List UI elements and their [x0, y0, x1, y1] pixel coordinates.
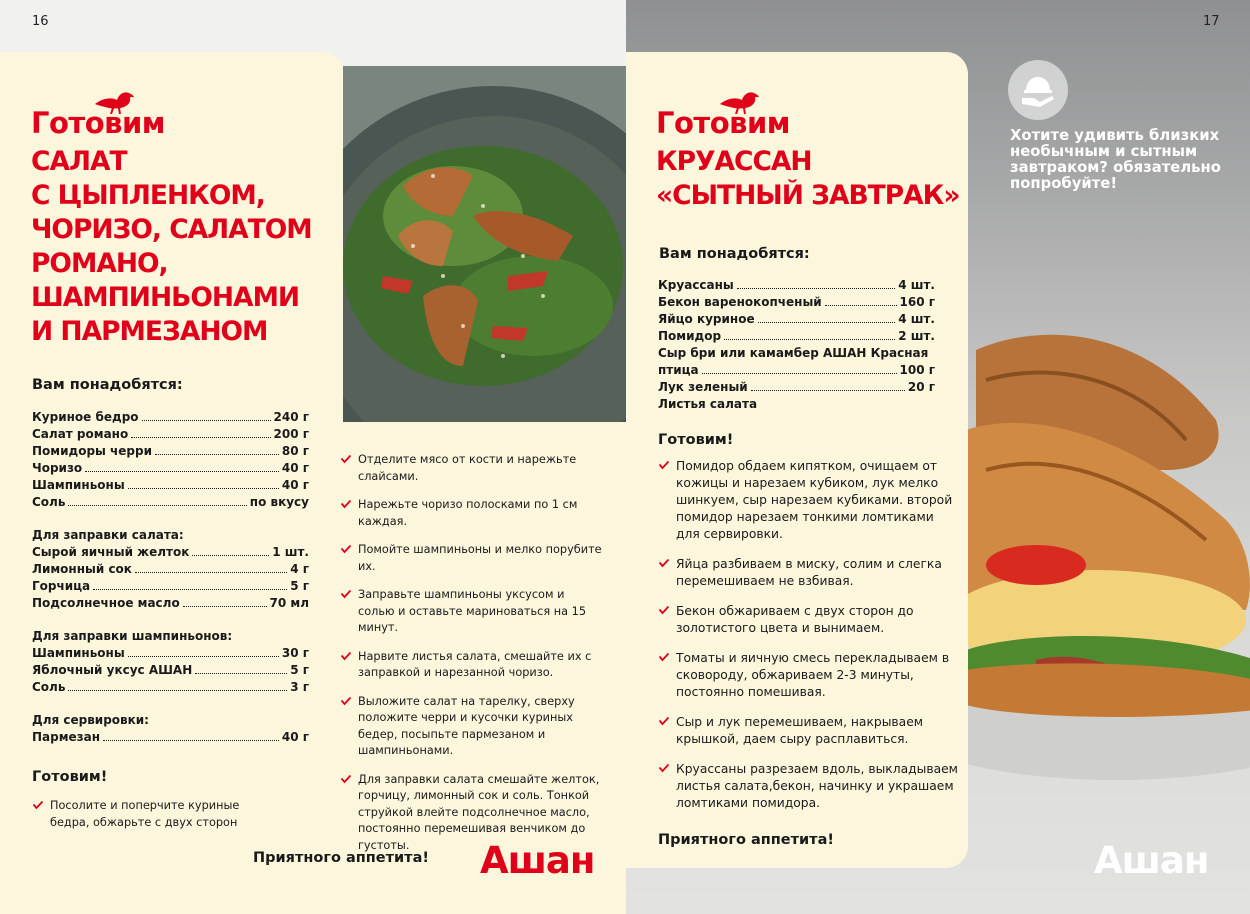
ingredient-name: Яблочный уксус АШАН — [32, 663, 193, 677]
ingredient-row — [658, 362, 935, 379]
steps-list — [32, 798, 282, 843]
ingredient-amount: 20 г — [907, 380, 935, 394]
ingredient-name: Сыр бри или камамбер АШАН Красная — [658, 346, 929, 360]
step-item — [658, 556, 958, 590]
title-line: РОМАНО, — [31, 248, 168, 279]
check-icon — [340, 695, 352, 707]
ingredient-row — [32, 729, 309, 746]
check-icon — [340, 453, 352, 465]
page-number: 17 — [1203, 14, 1220, 29]
ingredient-name: Соль — [32, 680, 66, 694]
ingredient-name: Куриное бедро — [32, 410, 139, 424]
ingredients-group-title: Для заправки шампиньонов: — [32, 629, 233, 643]
ingredient-name: Круассаны — [658, 278, 734, 292]
ingredient-name: Лимонный сок — [32, 562, 132, 576]
ingredient-amount: 1 шт. — [272, 545, 309, 559]
ingredient-row — [32, 544, 309, 561]
ingredient-amount: 80 г — [281, 444, 309, 458]
title-line: ЧОРИЗО, САЛАТОМ — [31, 214, 312, 245]
title-line: И ПАРМЕЗАНОМ — [31, 316, 268, 347]
ingredient-amount: 40 г — [281, 461, 309, 475]
auchan-logo — [480, 839, 594, 882]
bon-appetit: Приятного аппетита! — [658, 832, 834, 848]
ingredient-amount: 4 шт. — [898, 278, 935, 292]
title-gotovim: Готовим — [656, 106, 791, 140]
check-icon — [340, 773, 352, 785]
title-line: САЛАТ — [31, 146, 127, 177]
step-text: Сыр и лук перемешиваем, накрываем крышкой, даем сыру расплавиться. — [676, 715, 924, 746]
ingredient-amount: 2 шт. — [898, 329, 935, 343]
step-item — [340, 587, 602, 637]
step-item — [658, 714, 958, 748]
auchan-logo — [1094, 839, 1208, 882]
step-text: Посолите и поперчите куриные бедра, обжарьте с двух сторон — [50, 799, 240, 829]
ingredient-row — [32, 494, 309, 511]
check-icon — [340, 543, 352, 555]
ingredient-row — [32, 426, 309, 443]
ingredient-amount: 40 г — [281, 478, 309, 492]
ingredient-row — [658, 311, 935, 328]
step-item — [340, 649, 602, 682]
ingredients-heading: Вам понадобятся: — [32, 377, 183, 393]
ingredient-amount: 240 г — [273, 410, 309, 424]
tagline: Хотите удивить близких необычным и сытным завтраком? обязательно попробуйте! — [1010, 127, 1221, 192]
ingredient-name: Пармезан — [32, 730, 101, 744]
step-text: Нарвите листья салата, смешайте их с заправкой и нарезанной чоризо. — [358, 649, 592, 679]
step-item — [32, 798, 282, 831]
ingredient-name: Чоризо — [32, 461, 83, 475]
step-text: Помидор обдаем кипятком, очищаем от кожицы и нарезаем кубиком, лук мелко шинкуем, сыр нарезаем кубиками. второй помидор нарезаем тонкими ломтиками для сервировки. — [676, 459, 953, 541]
steps-heading: Готовим! — [32, 769, 108, 785]
step-item — [658, 603, 958, 637]
recipe-title — [656, 106, 959, 213]
ingredient-row — [658, 379, 935, 396]
ingredient-row — [658, 396, 935, 413]
check-icon — [658, 557, 670, 569]
check-icon — [658, 715, 670, 727]
ingredient-name: Помидоры черри — [32, 444, 153, 458]
step-text: Заправьте шампиньоны уксусом и солью и оставьте мариноваться на 15 минут. — [358, 588, 587, 634]
ingredient-row — [32, 595, 309, 612]
ingredient-name: Соль — [32, 495, 66, 509]
ingredient-name: Сырой яичный желток — [32, 545, 190, 559]
step-item — [658, 761, 958, 812]
step-item — [340, 542, 602, 575]
ingredient-row — [32, 662, 309, 679]
title-line: КРУАССАН — [656, 146, 812, 177]
step-item — [340, 452, 602, 485]
ingredients-group-title: Для заправки салата: — [32, 528, 184, 542]
ingredient-row — [32, 645, 309, 662]
title-line: ШАМПИНЬОНАМИ — [31, 282, 300, 313]
ingredient-name: Яйцо куриное — [658, 312, 755, 326]
ingredient-row — [658, 294, 935, 311]
ingredient-amount: по вкусу — [249, 495, 309, 509]
ingredient-amount: 100 г — [899, 363, 935, 377]
ingredient-name: Лук зеленый — [658, 380, 748, 394]
ingredients-heading: Вам понадобятся: — [659, 246, 810, 262]
ingredient-amount: 3 г — [290, 680, 309, 694]
check-icon — [658, 762, 670, 774]
step-text: Нарежьте чоризо полосками по 1 см каждая. — [358, 498, 578, 528]
ingredient-amount: 30 г — [281, 646, 309, 660]
step-text: Помойте шампиньоны и мелко порубите их. — [358, 543, 602, 573]
ingredient-amount: 5 г — [290, 663, 309, 677]
ingredient-name: Бекон варенокопченый — [658, 295, 822, 309]
check-icon — [658, 459, 670, 471]
recipe-title — [31, 106, 312, 349]
title-line: С ЦЫПЛЕНКОМ, — [31, 180, 265, 211]
ingredient-row — [32, 460, 309, 477]
step-text: Для заправки салата смешайте желток, горчицу, лимонный сок и соль. Тонкой струйкой влейте подсолнечное масло, постоянно перемешивая венчиком до густоты. — [358, 772, 600, 852]
step-text: Яйца разбиваем в миску, солим и слегка перемешиваем не взбивая. — [676, 557, 942, 588]
ingredient-amount: 40 г — [281, 730, 309, 744]
ingredient-row — [658, 345, 935, 362]
steps-list — [340, 452, 602, 866]
check-icon — [340, 588, 352, 600]
step-text: Отделите мясо от кости и нарежьте слайсами. — [358, 453, 577, 483]
check-icon — [340, 498, 352, 510]
check-icon — [658, 604, 670, 616]
step-text: Бекон обжариваем с двух сторон до золотистого цвета и вынимаем. — [676, 604, 914, 635]
title-gotovim: Готовим — [31, 106, 166, 140]
step-item — [340, 694, 602, 760]
step-text: Томаты и яичную смесь перекладываем в сковороду, обжариваем 2-3 минуты, постоянно помешивая. — [676, 651, 950, 699]
ingredient-amount: 200 г — [273, 427, 309, 441]
salad-photo — [343, 66, 626, 422]
ingredient-amount: 160 г — [899, 295, 935, 309]
ingredient-name: Помидор — [658, 329, 722, 343]
ingredient-amount: 4 г — [290, 562, 309, 576]
step-text: Круассаны разрезаем вдоль, выкладываем листья салата,бекон, начинку и украшаем ломтиками помидора. — [676, 762, 958, 810]
hand-gift-icon — [1008, 60, 1068, 120]
steps-list — [658, 458, 958, 825]
right-page — [626, 0, 1250, 914]
ingredient-name: птица — [658, 363, 699, 377]
ingredient-row — [32, 679, 309, 696]
ingredient-amount: 4 шт. — [898, 312, 935, 326]
ingredient-name: Шампиньоны — [32, 478, 125, 492]
step-item — [340, 497, 602, 530]
step-text: Выложите салат на тарелку, сверху положите черри и кусочки куриных бедер, посыпьте пармезаном и шампиньонами. — [358, 694, 575, 757]
ingredient-row — [32, 443, 309, 460]
check-icon — [32, 799, 44, 811]
page-number: 16 — [32, 14, 49, 29]
ingredients-group-title: Для сервировки: — [32, 713, 149, 727]
title-line: «СЫТНЫЙ ЗАВТРАК» — [656, 180, 960, 211]
ingredient-row — [658, 277, 935, 294]
check-icon — [658, 651, 670, 663]
ingredient-amount: 5 г — [290, 579, 309, 593]
ingredient-name: Подсолнечное масло — [32, 596, 180, 610]
gift-badge — [1008, 60, 1068, 120]
ingredient-row — [658, 328, 935, 345]
ingredient-name: Листья салата — [658, 397, 758, 411]
auchan-logo-text: Ашан — [480, 839, 595, 882]
ingredient-name: Шампиньоны — [32, 646, 125, 660]
step-item — [658, 458, 958, 543]
ingredient-row — [32, 409, 309, 426]
ingredient-row — [32, 561, 309, 578]
ingredient-row — [32, 477, 309, 494]
croissant-photo — [966, 320, 1250, 880]
ingredient-row — [32, 578, 309, 595]
step-item — [658, 650, 958, 701]
ingredient-amount: 70 мл — [269, 596, 309, 610]
ingredient-name: Горчица — [32, 579, 91, 593]
bon-appetit: Приятного аппетита! — [253, 850, 429, 866]
ingredients-list — [658, 277, 935, 413]
ingredient-name: Салат романо — [32, 427, 129, 441]
steps-heading: Готовим! — [658, 432, 734, 448]
auchan-logo-text: Ашан — [1094, 839, 1209, 882]
check-icon — [340, 650, 352, 662]
ingredients-list — [32, 409, 309, 746]
